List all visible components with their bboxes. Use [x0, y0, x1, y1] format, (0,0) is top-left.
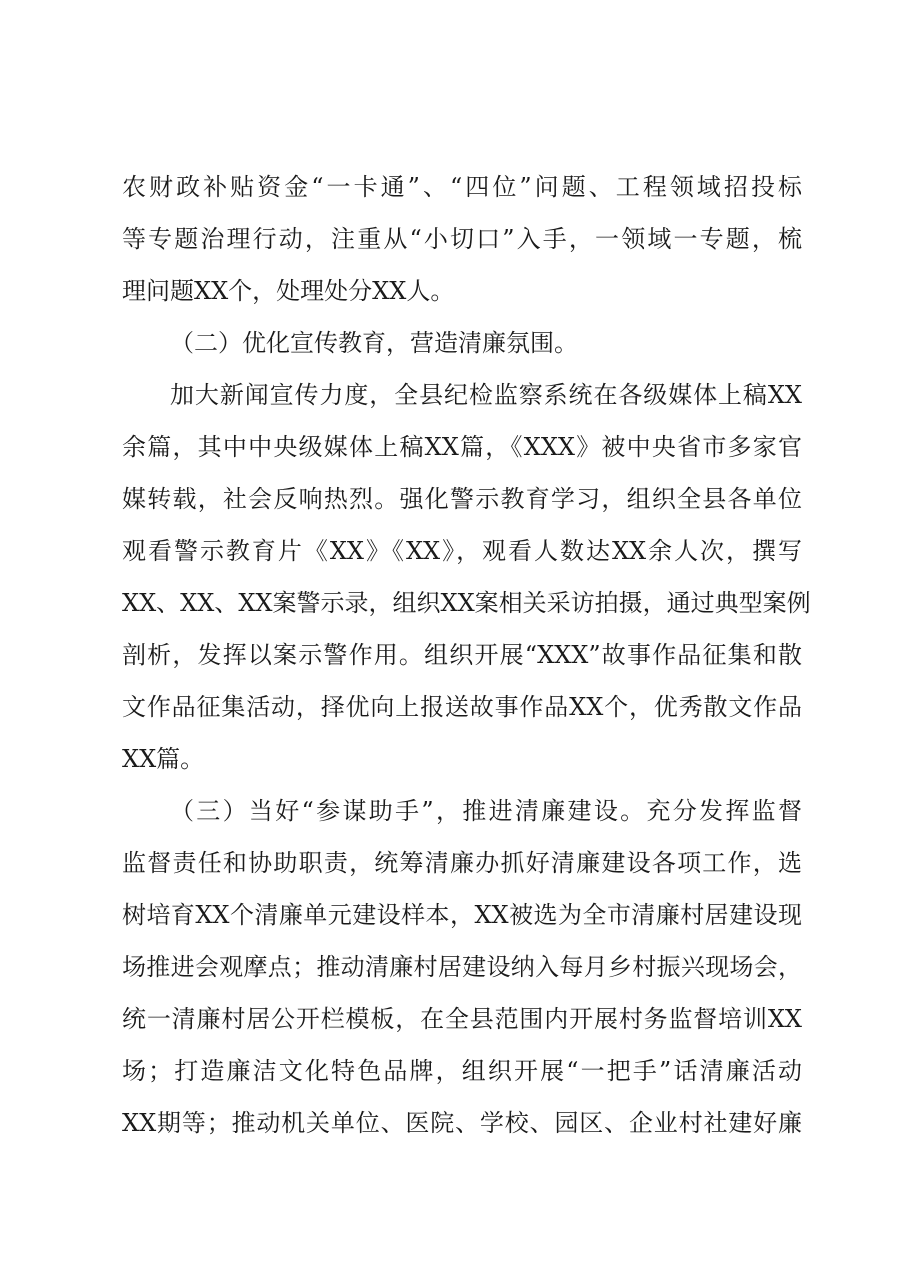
- text-line: XX期等；推动机关单位、医院、学校、园区、企业村社建好廉: [122, 1109, 802, 1137]
- text-line: 等专题治理行动，注重从“小切口”入手，一领域一专题，梳: [122, 225, 802, 253]
- text-line: 场；打造廉洁文化特色品牌，组织开展“一把手”话清廉活动: [122, 1057, 802, 1085]
- text-line: 加大新闻宣传力度，全县纪检监察系统在各级媒体上稿XX: [170, 381, 802, 409]
- text-line: 树培育XX个清廉单元建设样本，XX被选为全市清廉村居建设现: [122, 901, 802, 929]
- section-heading: （二）优化宣传教育，营造清廉氛围。: [170, 329, 578, 357]
- text-line: 剖析，发挥以案示警作用。组织开展“XXX”故事作品征集和散: [122, 641, 802, 669]
- text-line: 余篇，其中中央级媒体上稿XX篇，《XXX》被中央省市多家官: [122, 433, 802, 461]
- text-line: 文作品征集活动，择优向上报送故事作品XX个，优秀散文作品: [122, 693, 802, 721]
- text-line: 农财政补贴资金“一卡通”、“四位”问题、工程领域招投标: [122, 173, 802, 201]
- text-line: 监督责任和协助职责，统筹清廉办抓好清廉建设各项工作，选: [122, 849, 802, 877]
- text-line: XX、XX、XX案警示录，组织XX案相关采访拍摄，通过典型案例: [122, 589, 811, 617]
- text-line: 理问题XX个，处理处分XX人。: [122, 277, 455, 305]
- text-line: 统一清廉村居公开栏模板，在全县范围内开展村务监督培训XX: [122, 1005, 802, 1033]
- text-line: 场推进会观摩点；推动清廉村居建设纳入每月乡村振兴现场会，: [122, 953, 802, 981]
- text-line: XX篇。: [122, 745, 205, 773]
- section-heading-line: （三）当好“参谋助手”，推进清廉建设。充分发挥监督: [170, 797, 802, 825]
- text-line: 观看警示教育片《XX》《XX》，观看人数达XX余人次，撰写: [122, 537, 802, 565]
- text-line: 媒转载，社会反响热烈。强化警示教育学习，组织全县各单位: [122, 485, 802, 513]
